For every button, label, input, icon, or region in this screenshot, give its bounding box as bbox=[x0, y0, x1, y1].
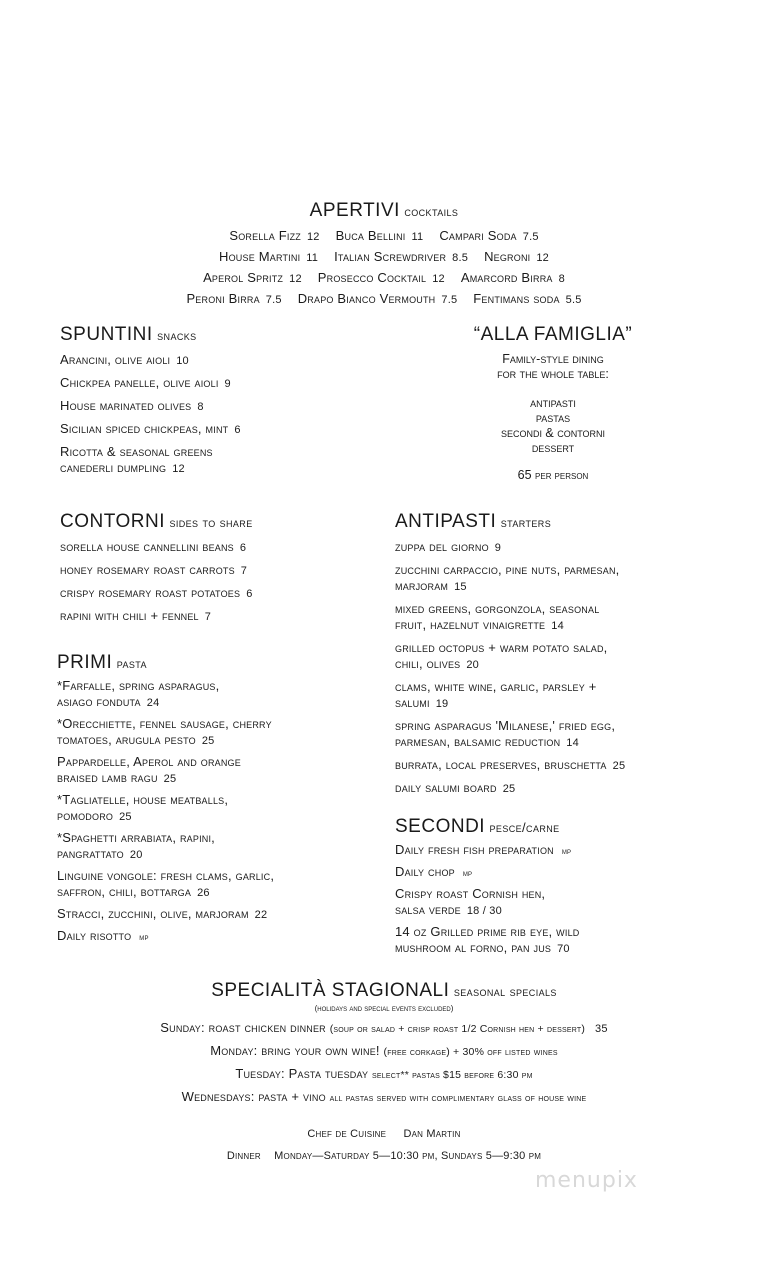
special-line bbox=[0, 1017, 768, 1040]
secondi-item-line1: 14 oz Grilled prime rib eye, wild bbox=[395, 924, 580, 939]
primi-title: PRIMI bbox=[57, 652, 113, 673]
special-price: 35 bbox=[595, 1023, 608, 1035]
apertivi-row bbox=[0, 247, 768, 268]
special-text: pasta + vino bbox=[258, 1089, 330, 1104]
spuntini-item-price: 10 bbox=[176, 355, 189, 367]
primi-item-name: Stracci, zucchini, olive, marjoram bbox=[57, 906, 249, 921]
hours-line bbox=[0, 1148, 768, 1164]
apertivi-item-name: Fentimans soda bbox=[473, 291, 560, 306]
primi-item-price: 25 bbox=[201, 735, 215, 747]
antipasti-item bbox=[395, 679, 735, 712]
chef-label: Chef de Cuisine bbox=[307, 1128, 387, 1140]
contorni-item bbox=[60, 539, 390, 556]
famiglia-price-note: per person bbox=[535, 470, 589, 482]
special-day: Monday: bbox=[210, 1043, 262, 1058]
primi-item-price: 25 bbox=[163, 773, 177, 785]
watermark-logo: menupix bbox=[535, 1168, 638, 1193]
secondi-item-price: 70 bbox=[557, 943, 570, 955]
antipasti-item-line1: grilled octopus + warm potato salad, bbox=[395, 640, 608, 655]
antipasti-item-line2 bbox=[395, 617, 735, 634]
apertivi-item-price: 12 bbox=[536, 252, 549, 264]
specials-subtitle: seasonal specials bbox=[453, 984, 557, 999]
apertivi-item-price: 5.5 bbox=[565, 294, 582, 306]
spuntini-item-name: Arancini, olive aioli bbox=[60, 352, 171, 367]
apertivi-row bbox=[0, 226, 768, 247]
primi-item bbox=[57, 830, 387, 863]
apertivi-item-price: 12 bbox=[432, 273, 445, 285]
secondi-item-line2-text: salsa verde bbox=[395, 902, 461, 917]
famiglia-line1: Family-style dining bbox=[502, 352, 604, 366]
special-detail: (soup or salad + crisp roast 1/2 Cornish hen + dessert) bbox=[329, 1023, 586, 1035]
antipasti-item-name: daily salumi board bbox=[395, 780, 497, 795]
apertivi-item bbox=[336, 228, 424, 243]
apertivi-subtitle: cocktails bbox=[404, 204, 459, 219]
secondi-item-price: mp bbox=[561, 846, 572, 856]
special-text: bring your own wine! bbox=[261, 1043, 384, 1058]
primi-item bbox=[57, 928, 387, 945]
spuntini-item-price: 6 bbox=[234, 424, 241, 436]
apertivi-item bbox=[334, 249, 468, 264]
famiglia-line2: for the whole table: bbox=[497, 367, 609, 381]
spuntini-item-name: Sicilian spiced chickpeas, mint bbox=[60, 421, 229, 436]
apertivi-item-name: Italian Screwdriver bbox=[334, 249, 447, 264]
special-detail: (free corkage) + 30% off listed wines bbox=[383, 1046, 558, 1058]
antipasti-item-price: 19 bbox=[435, 698, 449, 710]
apertivi-item bbox=[461, 270, 565, 285]
antipasti-item-line2-text: fruit, hazelnut vinaigrette bbox=[395, 617, 546, 632]
chef-line bbox=[0, 1126, 768, 1142]
famiglia-course: antipasti bbox=[530, 396, 576, 410]
special-line bbox=[0, 1040, 768, 1063]
spuntini-item-price: 8 bbox=[197, 401, 204, 413]
apertivi-title: APERTIVI bbox=[309, 200, 400, 221]
contorni-item-price: 7 bbox=[204, 611, 212, 623]
antipasti-item-line2-text: salumi bbox=[395, 695, 430, 710]
primi-item-line2 bbox=[57, 808, 387, 825]
primi-item-line1: *Orecchiette, fennel sausage, cherry bbox=[57, 716, 272, 731]
primi-item-line1: *Farfalle, spring asparagus, bbox=[57, 678, 220, 693]
special-line bbox=[0, 1086, 768, 1109]
antipasti-item-price: 14 bbox=[566, 737, 579, 749]
apertivi-item bbox=[186, 291, 281, 306]
antipasti-item bbox=[395, 780, 735, 797]
primi-item-price: mp bbox=[139, 932, 149, 942]
special-day: Wednesdays: bbox=[181, 1089, 259, 1104]
apertivi-item-price: 12 bbox=[289, 273, 302, 285]
apertivi-item-price: 11 bbox=[306, 252, 319, 264]
secondi-item bbox=[395, 842, 735, 859]
antipasti-item bbox=[395, 562, 735, 595]
chef-name: Dan Martin bbox=[403, 1128, 461, 1140]
famiglia-price: 65 bbox=[517, 468, 532, 482]
antipasti-item bbox=[395, 539, 735, 556]
spuntini-item-name: Chickpea panelle, olive aioli bbox=[60, 375, 219, 390]
apertivi-item-price: 8.5 bbox=[452, 252, 469, 264]
primi-item-line2-text: pomodoro bbox=[57, 808, 114, 823]
antipasti-item-line1: mixed greens, gorgonzola, seasonal bbox=[395, 601, 600, 616]
apertivi-item-name: Prosecco Cocktail bbox=[317, 270, 427, 285]
spuntini-item bbox=[60, 375, 390, 392]
spuntini-item bbox=[60, 421, 390, 438]
antipasti-item bbox=[395, 718, 735, 751]
famiglia-course: secondi & contorni bbox=[500, 426, 606, 440]
primi-item-price: 20 bbox=[129, 849, 143, 861]
hours-text: Monday—Saturday 5—10:30 pm, Sundays 5—9:30 pm bbox=[274, 1150, 542, 1162]
antipasti-item-line2-text: marjoram bbox=[395, 578, 449, 593]
secondi-section bbox=[395, 816, 735, 962]
spuntini-item bbox=[60, 444, 390, 477]
contorni-item bbox=[60, 585, 390, 602]
apertivi-item bbox=[219, 249, 318, 264]
secondi-subtitle: pesce/carne bbox=[489, 820, 560, 835]
contorni-item-name: crispy rosemary roast potatoes bbox=[60, 585, 241, 600]
special-text: roast chicken dinner bbox=[208, 1020, 330, 1035]
apertivi-item-price: 12 bbox=[306, 231, 320, 243]
spuntini-item-line2 bbox=[60, 460, 390, 477]
antipasti-item-line2-text: chili, olives bbox=[395, 656, 461, 671]
primi-subtitle: pasta bbox=[116, 656, 147, 671]
primi-item-line2 bbox=[57, 884, 387, 901]
spuntini-item bbox=[60, 398, 390, 415]
contorni-item-price: 6 bbox=[239, 542, 247, 554]
primi-item bbox=[57, 792, 387, 825]
primi-item-line2 bbox=[57, 846, 387, 863]
primi-item-line1: Linguine vongole: fresh clams, garlic, bbox=[57, 868, 275, 883]
spuntini-item-price: 9 bbox=[224, 378, 231, 390]
apertivi-item-price: 8 bbox=[558, 273, 565, 285]
apertivi-item-price: 11 bbox=[411, 231, 424, 243]
secondi-item-line1: Crispy roast Cornish hen, bbox=[395, 886, 546, 901]
primi-item-price: 26 bbox=[197, 887, 210, 899]
secondi-items bbox=[395, 842, 735, 957]
special-detail: all pastas served with complimentary glass of house wine bbox=[329, 1092, 587, 1104]
contorni-item-name: sorella house cannellini beans bbox=[60, 539, 234, 554]
antipasti-subtitle: starters bbox=[500, 515, 552, 530]
primi-item-line2-text: tomatoes, arugula pesto bbox=[57, 732, 196, 747]
contorni-items bbox=[60, 539, 390, 625]
primi-item bbox=[57, 754, 387, 787]
spuntini-item bbox=[60, 352, 390, 369]
apertivi-item bbox=[318, 270, 445, 285]
apertivi-item-name: House Martini bbox=[219, 249, 301, 264]
primi-item-line1: *Spaghetti arrabiata, rapini, bbox=[57, 830, 215, 845]
antipasti-title: ANTIPASTI bbox=[395, 511, 497, 532]
apertivi-item bbox=[298, 291, 458, 306]
antipasti-item-line2 bbox=[395, 695, 735, 712]
apertivi-item bbox=[473, 291, 581, 306]
contorni-title: CONTORNI bbox=[60, 511, 165, 532]
spuntini-title: SPUNTINI bbox=[60, 324, 153, 345]
antipasti-item-line1: spring asparagus 'Milanese,' fried egg, bbox=[395, 718, 616, 733]
famiglia-courses bbox=[408, 396, 698, 456]
primi-item-price: 25 bbox=[119, 811, 132, 823]
apertivi-item-price: 7.5 bbox=[441, 294, 458, 306]
apertivi-row bbox=[0, 289, 768, 310]
primi-item-line2-text: saffron, chili, bottarga bbox=[57, 884, 192, 899]
antipasti-item-price: 25 bbox=[612, 760, 626, 772]
apertivi-row bbox=[0, 268, 768, 289]
famiglia-course: dessert bbox=[531, 441, 575, 455]
primi-item bbox=[57, 716, 387, 749]
primi-item-line2 bbox=[57, 694, 387, 711]
antipasti-item-name: burrata, local preserves, bruschetta bbox=[395, 757, 607, 772]
antipasti-item-line1: zucchini carpaccio, pine nuts, parmesan, bbox=[395, 562, 620, 577]
apertivi-item-name: Drapo Bianco Vermouth bbox=[297, 291, 436, 306]
apertivi-item bbox=[203, 270, 302, 285]
antipasti-item-line2-text: parmesan, balsamic reduction bbox=[395, 734, 561, 749]
famiglia-price-line bbox=[408, 468, 698, 484]
antipasti-items bbox=[395, 539, 735, 797]
antipasti-item-price: 15 bbox=[454, 581, 467, 593]
apertivi-rows bbox=[0, 226, 768, 310]
antipasti-item-price: 14 bbox=[551, 620, 564, 632]
specials-title: SPECIALITÀ STAGIONALI bbox=[211, 980, 450, 1001]
secondi-item bbox=[395, 864, 735, 881]
contorni-item-name: honey rosemary roast carrots bbox=[60, 562, 235, 577]
primi-item-price: 22 bbox=[254, 909, 268, 921]
special-text: Pasta tuesday bbox=[288, 1066, 373, 1081]
spuntini-item-name: House marinated olives bbox=[60, 398, 192, 413]
contorni-item bbox=[60, 608, 390, 625]
spuntini-item-line1: Ricotta & seasonal greens bbox=[60, 444, 213, 459]
primi-item bbox=[57, 678, 387, 711]
secondi-item-price: 18 / 30 bbox=[466, 905, 502, 917]
primi-item-line1: *Tagliatelle, house meatballs, bbox=[57, 792, 229, 807]
primi-item bbox=[57, 868, 387, 901]
apertivi-item-name: Amarcord Birra bbox=[460, 270, 553, 285]
apertivi-item bbox=[439, 228, 538, 243]
specials-section bbox=[0, 980, 768, 1109]
spuntini-section bbox=[60, 324, 390, 483]
antipasti-item-line2 bbox=[395, 656, 735, 673]
antipasti-item-price: 9 bbox=[494, 542, 502, 554]
primi-item-line2-text: pangrattato bbox=[57, 846, 124, 861]
special-day: Tuesday: bbox=[235, 1066, 289, 1081]
specials-lines bbox=[0, 1017, 768, 1109]
antipasti-item-price: 20 bbox=[466, 659, 479, 671]
secondi-title: SECONDI bbox=[395, 816, 486, 837]
primi-item-line2 bbox=[57, 732, 387, 749]
primi-item bbox=[57, 906, 387, 923]
secondi-item-price: mp bbox=[462, 868, 473, 878]
contorni-item-price: 7 bbox=[240, 565, 248, 577]
apertivi-item-name: Peroni Birra bbox=[186, 291, 260, 306]
apertivi-item-name: Buca Bellini bbox=[335, 228, 406, 243]
apertivi-section bbox=[0, 200, 768, 310]
contorni-item-price: 6 bbox=[246, 588, 253, 600]
antipasti-section bbox=[395, 511, 735, 803]
apertivi-item-price: 7.5 bbox=[522, 231, 539, 243]
primi-item-line1: Pappardelle, Aperol and orange bbox=[57, 754, 241, 769]
hours-label: Dinner bbox=[226, 1150, 261, 1162]
apertivi-item-name: Aperol Spritz bbox=[203, 270, 284, 285]
contorni-subtitle: sides to share bbox=[169, 515, 253, 530]
secondi-item-line2 bbox=[395, 940, 735, 957]
spuntini-subtitle: snacks bbox=[157, 328, 197, 343]
apertivi-item-name: Negroni bbox=[484, 249, 531, 264]
primi-item-name: Daily risotto bbox=[57, 928, 132, 943]
special-detail: select** pastas $15 before 6:30 pm bbox=[372, 1069, 533, 1081]
primi-item-line2-text: braised lamb ragu bbox=[57, 770, 158, 785]
contorni-section bbox=[60, 511, 390, 631]
primi-section bbox=[57, 652, 387, 950]
apertivi-item-name: Sorella Fizz bbox=[229, 228, 301, 243]
primi-item-line2-text: asiago fonduta bbox=[57, 694, 141, 709]
antipasti-item-price: 25 bbox=[502, 783, 516, 795]
famiglia-section bbox=[408, 324, 698, 484]
secondi-item bbox=[395, 924, 735, 957]
spuntini-item-line2-text: canederli dumpling bbox=[60, 460, 167, 475]
primi-items bbox=[57, 678, 387, 945]
antipasti-item-line2 bbox=[395, 578, 735, 595]
apertivi-item-price: 7.5 bbox=[265, 294, 282, 306]
secondi-item bbox=[395, 886, 735, 919]
contorni-item bbox=[60, 562, 390, 579]
antipasti-item bbox=[395, 757, 735, 774]
secondi-item-name: Daily fresh fish preparation bbox=[395, 842, 554, 857]
contorni-item-name: rapini with chili + fennel bbox=[60, 608, 199, 623]
special-line bbox=[0, 1063, 768, 1086]
primi-item-price: 24 bbox=[146, 697, 160, 709]
special-day: Sunday: bbox=[160, 1020, 209, 1035]
apertivi-item-name: Campari Soda bbox=[439, 228, 517, 243]
antipasti-item bbox=[395, 640, 735, 673]
antipasti-item bbox=[395, 601, 735, 634]
spuntini-items bbox=[60, 352, 390, 477]
spuntini-item-price: 12 bbox=[172, 463, 185, 475]
secondi-item-line2 bbox=[395, 902, 735, 919]
antipasti-item-name: zuppa del giorno bbox=[395, 539, 489, 554]
antipasti-item-line2 bbox=[395, 734, 735, 751]
footer bbox=[0, 1126, 768, 1164]
primi-item-line2 bbox=[57, 770, 387, 787]
specials-note: (holidays and special events excluded) bbox=[314, 1004, 454, 1013]
famiglia-title: “ALLA FAMIGLIA” bbox=[473, 324, 633, 345]
famiglia-course: pastas bbox=[535, 411, 571, 425]
secondi-item-line2-text: mushroom al forno, pan jus bbox=[395, 940, 552, 955]
secondi-item-name: Daily chop bbox=[395, 864, 455, 879]
apertivi-item bbox=[484, 249, 549, 264]
antipasti-item-line1: clams, white wine, garlic, parsley + bbox=[395, 679, 597, 694]
apertivi-item bbox=[229, 228, 319, 243]
